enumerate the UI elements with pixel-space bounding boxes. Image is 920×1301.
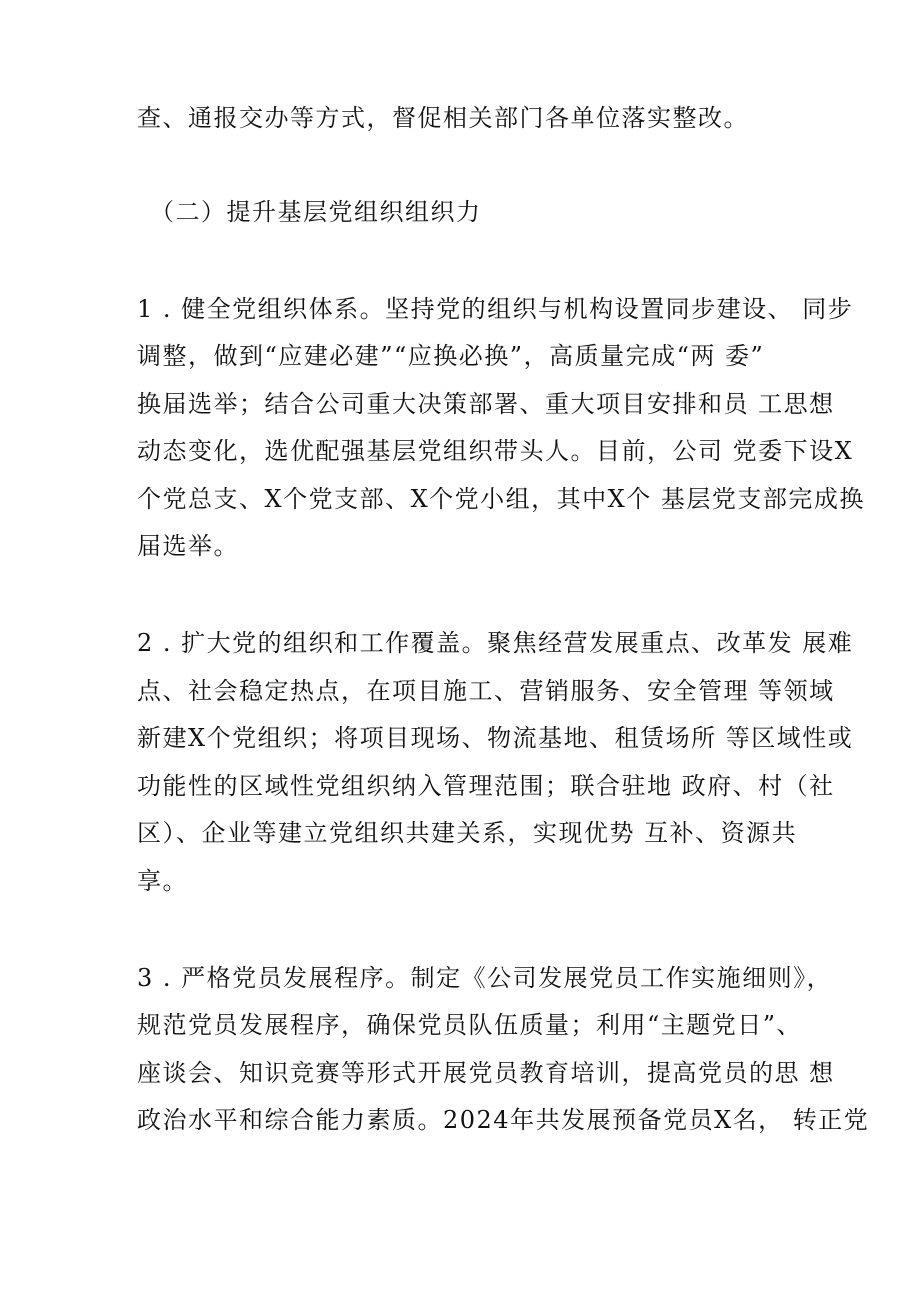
paragraph-line: 区）、企业等建立党组织共建关系，实现优势 互补、资源共: [137, 819, 798, 847]
paragraph-line: 届选举。: [137, 532, 239, 560]
paragraph-line: 动态变化，选优配强基层党组织带头人。目前，公司 党委下设X: [137, 437, 854, 465]
paragraph-line: 1 . 健全党组织体系。坚持党的组织与机构设置同步建设、 同步: [137, 295, 854, 323]
paragraph-line: 点、社会稳定热点，在项目施工、营销服务、安全管理 等领域: [137, 677, 835, 705]
paragraph-line: 个党总支、X个党支部、X个党小组，其中X个 基层党支部完成换: [137, 485, 865, 513]
paragraph-line: 享。: [137, 867, 188, 895]
paragraph-line: 规范党员发展程序，确保党员队伍质量；利用“主题党日”、: [137, 1011, 803, 1039]
paragraph-line: 3 . 严格党员发展程序。制定《公司发展党员工作实施细则》，: [137, 964, 833, 992]
paragraph-line: 换届选举；结合公司重大决策部署、重大项目安排和员 工思想: [137, 390, 835, 418]
paragraph-line: 新建X个党组织；将项目现场、物流基地、租赁场所 等区域性或: [137, 724, 854, 752]
paragraph-line: 调整，做到“应建必建”“应换必换”，高质量完成“两 委”: [137, 342, 765, 370]
section-heading: （二）提升基层党组织组织力: [150, 198, 482, 226]
paragraph-line: 查、通报交办等方式，督促相关部门各单位落实整改。: [137, 104, 749, 132]
paragraph-line: 政治水平和综合能力素质。2024年共发展预备党员X名， 转正党: [137, 1106, 870, 1134]
paragraph-line: 功能性的区域性党组织纳入管理范围；联合驻地 政府、村（社: [137, 772, 835, 800]
paragraph-line: 座谈会、知识竞赛等形式开展党员教育培训，提高党员的思 想: [137, 1059, 835, 1087]
paragraph-line: 2 . 扩大党的组织和工作覆盖。聚焦经营发展重点、改革发 展难: [137, 629, 854, 657]
